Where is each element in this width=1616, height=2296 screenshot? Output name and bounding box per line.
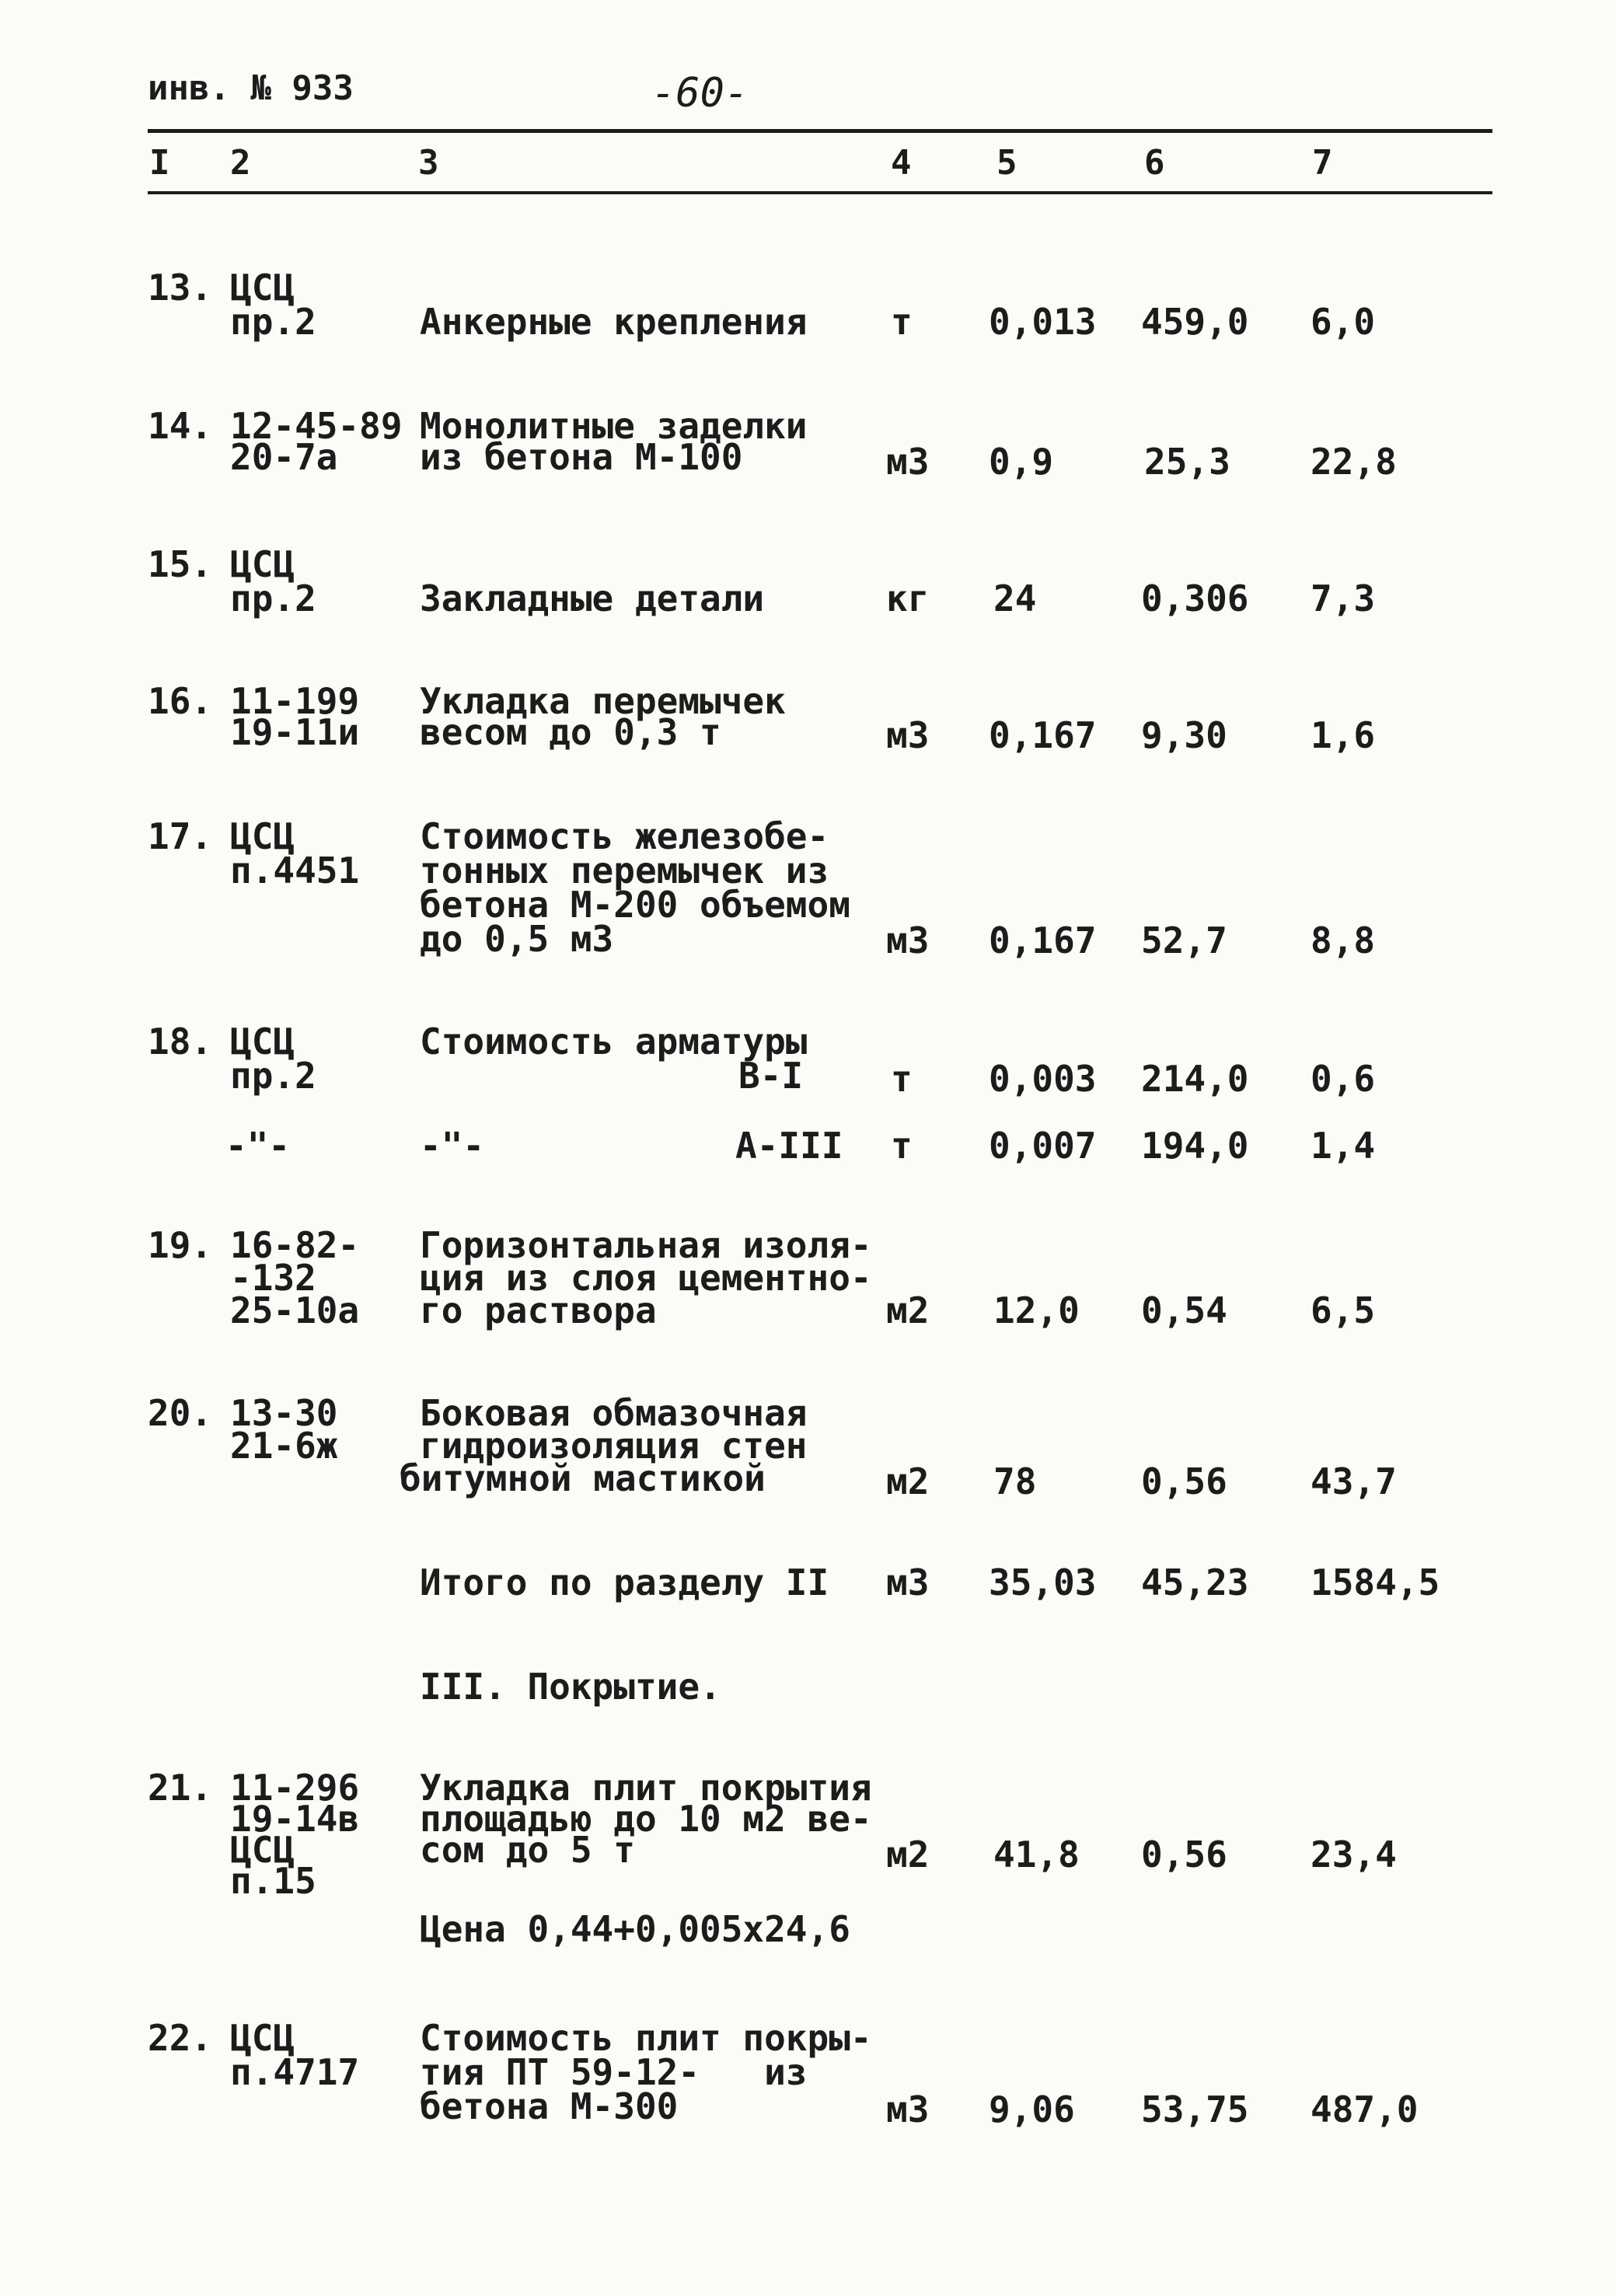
norm-code: 19-14в [230, 1798, 360, 1840]
norm-code: пр.2 [230, 301, 316, 343]
unit-price: 0,306 [1141, 577, 1249, 619]
row-number: 15. [148, 543, 213, 585]
work-description: Укладка перемычек [420, 680, 786, 722]
row-number: 13. [148, 267, 213, 309]
unit: м2 [886, 1834, 930, 1876]
norm-code: п.4717 [230, 2051, 360, 2093]
unit-price: 25,3 [1144, 441, 1230, 483]
norm-code: ЦСЦ [230, 543, 295, 585]
total-cost: 8,8 [1311, 919, 1376, 961]
norm-code: 13-30 [230, 1392, 338, 1434]
unit: т [891, 301, 913, 343]
norm-code: 21-6ж [230, 1425, 338, 1467]
norm-code: ЦСЦ [230, 2017, 295, 2059]
unit-price: 459,0 [1141, 301, 1249, 343]
row-number: 18. [148, 1021, 213, 1063]
quantity: 0,167 [989, 714, 1097, 756]
steel-grade: В-I [738, 1055, 804, 1097]
row-number: 22. [148, 2017, 213, 2059]
unit-price: 9,30 [1141, 714, 1227, 756]
row-number: 21. [148, 1767, 213, 1809]
unit: кг [886, 577, 930, 619]
work-description: площадью до 10 м2 ве- [420, 1798, 872, 1840]
unit: м3 [886, 441, 930, 483]
row-number: 14. [148, 405, 213, 447]
total-cost: 43,7 [1311, 1460, 1397, 1502]
quantity: 78 [993, 1460, 1037, 1502]
column-header-6: 6 [1144, 143, 1165, 183]
column-header-1: I [149, 143, 170, 183]
quantity: 0,013 [989, 301, 1097, 343]
column-header-5: 5 [996, 143, 1017, 183]
quantity: 24 [993, 577, 1037, 619]
norm-code: пр.2 [230, 577, 316, 619]
header-bottom-rule [148, 191, 1492, 194]
header-top-rule [148, 129, 1492, 133]
unit: т [891, 1058, 913, 1100]
quantity: 12,0 [993, 1289, 1080, 1331]
quantity: 0,9 [989, 441, 1054, 483]
unit: м2 [886, 1460, 930, 1502]
work-description: Стоимость железобе- [420, 815, 829, 857]
unit: м2 [886, 1289, 930, 1331]
quantity: 35,03 [989, 1561, 1097, 1603]
work-description: Монолитные заделки [420, 405, 808, 447]
total-cost: 7,3 [1311, 577, 1376, 619]
unit: т [891, 1125, 913, 1167]
work-description: бетона М-200 объемом [420, 884, 850, 926]
column-header-2: 2 [230, 143, 251, 183]
total-cost: 6,5 [1311, 1289, 1376, 1331]
norm-code: ЦСЦ [230, 267, 295, 309]
total-cost: 22,8 [1311, 441, 1397, 483]
norm-code: ЦСЦ [230, 1829, 295, 1871]
work-description: Закладные детали [420, 577, 765, 619]
quantity: 0,167 [989, 919, 1097, 961]
work-description: из бетона М-100 [420, 436, 743, 478]
quantity: 0,007 [989, 1125, 1097, 1167]
work-description: го раствора [420, 1289, 657, 1331]
unit-price: 194,0 [1141, 1125, 1249, 1167]
unit-price: 53,75 [1141, 2088, 1249, 2130]
work-description: ция из слоя цементно- [420, 1257, 872, 1299]
column-header-3: 3 [418, 143, 439, 183]
column-header-7: 7 [1312, 143, 1333, 183]
norm-code: 11-199 [230, 680, 360, 722]
work-description: Укладка плит покрытия [420, 1767, 872, 1809]
work-description: бетона М-300 [420, 2085, 679, 2127]
unit: м3 [886, 1561, 930, 1603]
work-description: Анкерные крепления [420, 301, 808, 343]
row-number: 19. [148, 1224, 213, 1266]
norm-code: 25-10а [230, 1289, 360, 1331]
total-cost: 6,0 [1311, 301, 1376, 343]
total-cost: 1,6 [1311, 714, 1376, 756]
subtotal-label: Итого по разделу II [420, 1561, 829, 1603]
ditto-mark: -"- [225, 1125, 291, 1167]
total-cost: 0,6 [1311, 1058, 1376, 1100]
unit-price: 45,23 [1141, 1561, 1249, 1603]
total-cost: 23,4 [1311, 1834, 1397, 1876]
work-description: весом до 0,3 т [420, 711, 721, 753]
work-description: до 0,5 м3 [420, 918, 614, 960]
section-heading: III. Покрытие. [420, 1666, 721, 1708]
unit: м3 [886, 919, 930, 961]
row-number: 16. [148, 680, 213, 722]
norm-code: 20-7а [230, 436, 338, 478]
steel-grade: А-III [735, 1125, 843, 1167]
ditto-mark: -"- [420, 1125, 485, 1167]
unit-price: 0,54 [1141, 1289, 1227, 1331]
price-note: Цена 0,44+0,005х24,6 [420, 1908, 850, 1950]
work-description: Боковая обмазочная [420, 1392, 808, 1434]
work-description: тия ПТ 59-12- из [420, 2051, 808, 2093]
unit-price: 52,7 [1141, 919, 1227, 961]
norm-code: п.4451 [230, 850, 360, 892]
norm-code: пр.2 [230, 1055, 316, 1097]
quantity: 41,8 [993, 1834, 1080, 1876]
column-header-4: 4 [891, 143, 912, 183]
page-number: -60- [651, 70, 749, 117]
total-cost: 487,0 [1311, 2088, 1419, 2130]
norm-code: -132 [230, 1257, 316, 1299]
norm-code: 16-82- [230, 1224, 360, 1266]
work-description: битумной мастикой [400, 1457, 766, 1499]
norm-code: 12-45-89 [230, 405, 403, 447]
total-cost: 1,4 [1311, 1125, 1376, 1167]
quantity: 0,003 [989, 1058, 1097, 1100]
work-description: сом до 5 т [420, 1829, 635, 1871]
inventory-number: инв. № 933 [148, 68, 354, 108]
unit: м3 [886, 714, 930, 756]
unit-price: 214,0 [1141, 1058, 1249, 1100]
work-description: Горизонтальная изоля- [420, 1224, 872, 1266]
norm-code: п.15 [230, 1860, 316, 1902]
total-cost: 1584,5 [1311, 1561, 1440, 1603]
unit-price: 0,56 [1141, 1834, 1227, 1876]
norm-code: ЦСЦ [230, 1021, 295, 1063]
work-description: тонных перемычек из [420, 850, 829, 892]
quantity: 9,06 [989, 2088, 1075, 2130]
norm-code: 11-296 [230, 1767, 360, 1809]
work-description: Стоимость арматуры [420, 1021, 808, 1063]
row-number: 20. [148, 1392, 213, 1434]
work-description: Стоимость плит покры- [420, 2017, 872, 2059]
norm-code: 19-11и [230, 711, 360, 753]
unit-price: 0,56 [1141, 1460, 1227, 1502]
work-description: гидроизоляция стен [420, 1425, 808, 1467]
unit: м3 [886, 2088, 930, 2130]
row-number: 17. [148, 815, 213, 857]
norm-code: ЦСЦ [230, 815, 295, 857]
